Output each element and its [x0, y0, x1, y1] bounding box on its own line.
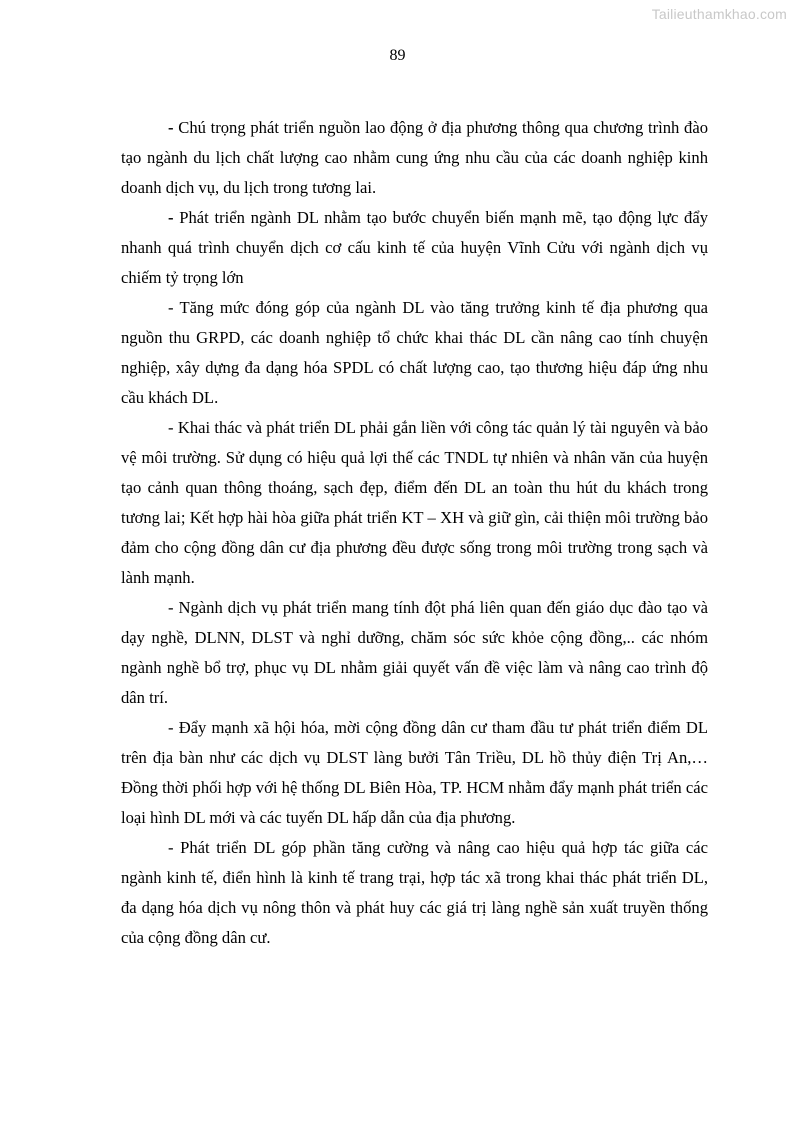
document-body [121, 113, 708, 953]
paragraph-text: Chú trọng phát triển nguồn lao động ở địa phương thông qua chương trình đào tạo ngành du lịch chất lượng cao nhằm cung ứng nhu cầu của các doanh nghiệp kinh doanh dịch vụ, du lịch trong tương lai. [121, 118, 708, 197]
paragraph-text: Khai thác và phát triển DL phải gắn liền với công tác quản lý tài nguyên và bảo vệ môi trường. Sử dụng có hiệu quả lợi thế các TNDL tự nhiên và nhân văn của huyện tạo cảnh quan thông thoáng, sạch đẹp, điểm đến DL an toàn thu hút du khách trong tương lai; Kết hợp hài hòa giữa phát triển KT – XH và giữ gìn, cải thiện môi trường bảo đảm cho cộng đồng dân cư địa phương đều được sống trong môi trường trong sạch và lành mạnh. [121, 418, 708, 587]
bullet-dash: - [168, 598, 174, 617]
bullet-dash: - [168, 298, 174, 317]
paragraph-4 [121, 413, 708, 593]
paragraph-1 [121, 113, 708, 203]
page-number: 89 [389, 47, 406, 64]
paragraph-text: Phát triển ngành DL nhằm tạo bước chuyển biến mạnh mẽ, tạo động lực đẩy nhanh quá trình chuyển dịch cơ cấu kinh tế của huyện Vĩnh Cửu với ngành dịch vụ chiếm tỷ trọng lớn [121, 208, 708, 287]
paragraph-text: Đẩy mạnh xã hội hóa, mời cộng đồng dân cư tham đầu tư phát triển điểm DL trên địa bàn như các dịch vụ DLST làng bưởi Tân Triều, DL hồ thủy điện Trị An,… Đồng thời phối hợp với hệ thống DL Biên Hòa, TP. HCM nhằm đẩy mạnh phát triển các loại hình DL mới và các tuyến DL hấp dẫn của địa phương. [121, 718, 708, 827]
paragraph-7 [121, 833, 708, 953]
paragraph-6 [121, 713, 708, 833]
paragraph-5 [121, 593, 708, 713]
paragraph-2 [121, 203, 708, 293]
bullet-dash: - [168, 838, 174, 857]
paragraph-text: Ngành dịch vụ phát triển mang tính đột phá liên quan đến giáo dục đào tạo và dạy nghề, DLNN, DLST và nghỉ dưỡng, chăm sóc sức khỏe cộng đồng,.. các nhóm ngành nghề bổ trợ, phục vụ DL nhằm giải quyết vấn đề việc làm và nâng cao trình độ dân trí. [121, 598, 708, 707]
paragraph-text: Phát triển DL góp phần tăng cường và nâng cao hiệu quả hợp tác giữa các ngành kinh tế, điển hình là kinh tế trang trại, hợp tác xã trong khai thác phát triển DL, đa dạng hóa dịch vụ nông thôn và phát huy các giá trị làng nghề sản xuất truyền thống của cộng đồng dân cư. [121, 838, 708, 947]
paragraph-3 [121, 293, 708, 413]
bullet-dash: - [168, 418, 174, 437]
bullet-dash: - [168, 718, 174, 737]
paragraph-text: Tăng mức đóng góp của ngành DL vào tăng trưởng kinh tế địa phương qua nguồn thu GRPD, các doanh nghiệp tổ chức khai thác DL cần nâng cao tính chuyện nghiệp, xây dựng đa dạng hóa SPDL có chất lượng cao, tạo thương hiệu đáp ứng nhu cầu khách DL. [121, 298, 708, 407]
bullet-dash: - [168, 118, 174, 137]
watermark-text: Tailieuthamkhao.com [651, 6, 787, 22]
bullet-dash: - [168, 208, 174, 227]
